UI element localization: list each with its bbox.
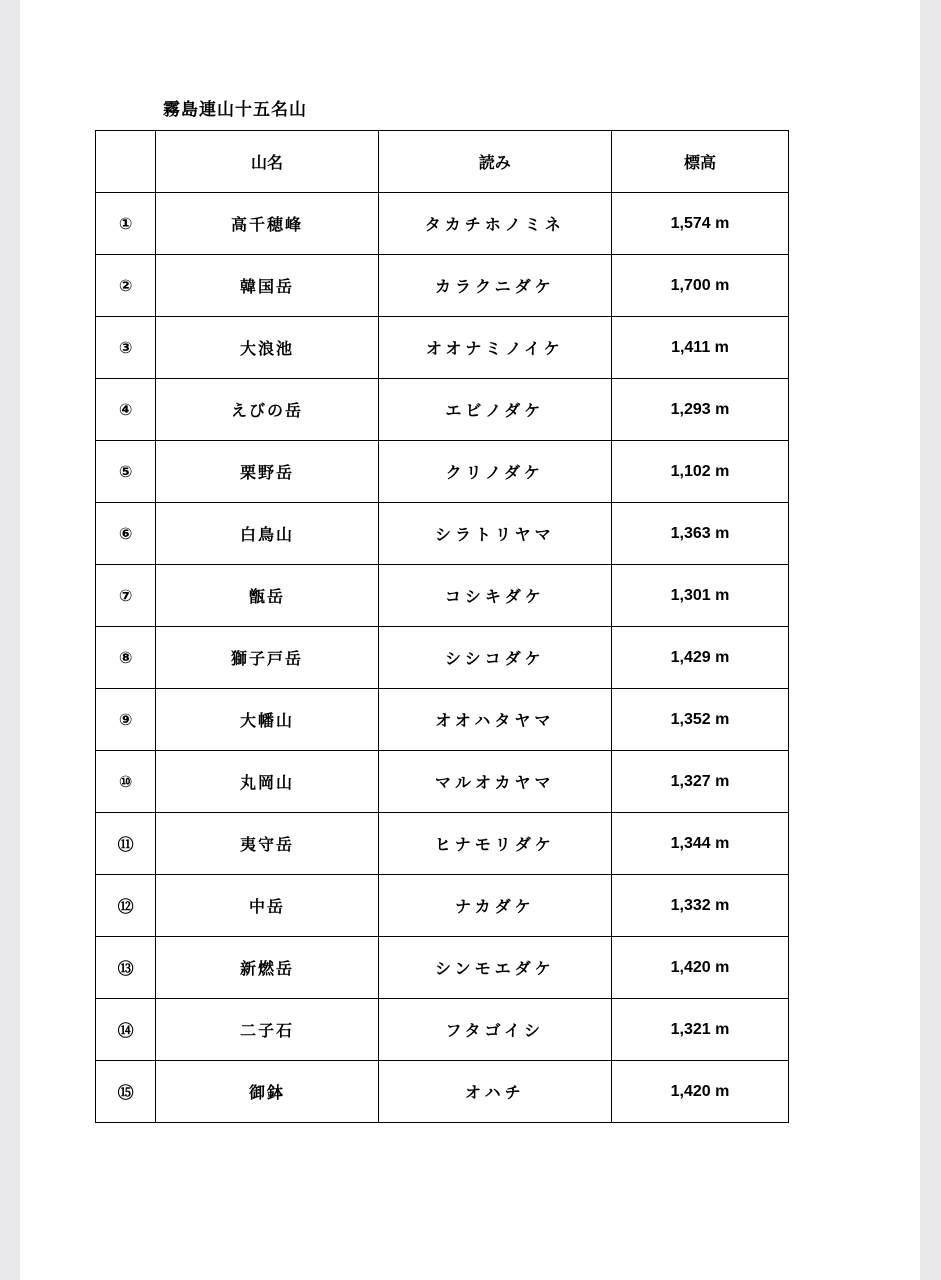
mountain-elevation: 1,420 m <box>611 937 788 999</box>
row-number: ⑮ <box>96 1061 156 1123</box>
document-page <box>20 0 920 1280</box>
row-number: ④ <box>96 379 156 441</box>
mountain-reading: フタゴイシ <box>378 999 611 1061</box>
mountain-reading: マルオカヤマ <box>378 751 611 813</box>
mountain-reading: タカチホノミネ <box>378 193 611 255</box>
mountain-name: 韓国岳 <box>156 255 378 317</box>
row-number: ⑬ <box>96 937 156 999</box>
table-row <box>96 317 789 379</box>
row-number: ② <box>96 255 156 317</box>
mountain-elevation: 1,102 m <box>611 441 788 503</box>
mountain-elevation: 1,363 m <box>611 503 788 565</box>
row-number: ⑫ <box>96 875 156 937</box>
mountain-elevation: 1,327 m <box>611 751 788 813</box>
table-row <box>96 689 789 751</box>
mountain-reading: コシキダケ <box>378 565 611 627</box>
mountain-reading: ナカダケ <box>378 875 611 937</box>
table-row <box>96 875 789 937</box>
table-row <box>96 1061 789 1123</box>
table-row <box>96 751 789 813</box>
table-body <box>96 193 789 1123</box>
mountain-reading: エビノダケ <box>378 379 611 441</box>
table-row <box>96 503 789 565</box>
table-row <box>96 255 789 317</box>
mountain-elevation: 1,344 m <box>611 813 788 875</box>
table-row <box>96 565 789 627</box>
table-row <box>96 441 789 503</box>
mountain-elevation: 1,301 m <box>611 565 788 627</box>
mountain-name: 栗野岳 <box>156 441 378 503</box>
mountain-elevation: 1,293 m <box>611 379 788 441</box>
header-elevation: 標高 <box>611 131 788 193</box>
mountain-elevation: 1,420 m <box>611 1061 788 1123</box>
row-number: ⑧ <box>96 627 156 689</box>
peaks-table <box>95 130 789 1123</box>
mountain-reading: シンモエダケ <box>378 937 611 999</box>
mountain-elevation: 1,321 m <box>611 999 788 1061</box>
mountain-reading: オハチ <box>378 1061 611 1123</box>
mountain-elevation: 1,411 m <box>611 317 788 379</box>
mountain-name: 大浪池 <box>156 317 378 379</box>
mountain-elevation: 1,352 m <box>611 689 788 751</box>
table-row <box>96 937 789 999</box>
table-row <box>96 627 789 689</box>
row-number: ⑭ <box>96 999 156 1061</box>
row-number: ⑪ <box>96 813 156 875</box>
mountain-name: 獅子戸岳 <box>156 627 378 689</box>
mountain-name: 高千穂峰 <box>156 193 378 255</box>
document-title: 霧島連山十五名山 <box>163 100 307 120</box>
mountain-elevation: 1,574 m <box>611 193 788 255</box>
row-number: ⑥ <box>96 503 156 565</box>
mountain-reading: シシコダケ <box>378 627 611 689</box>
mountain-reading: クリノダケ <box>378 441 611 503</box>
mountain-reading: シラトリヤマ <box>378 503 611 565</box>
mountain-reading: オオハタヤマ <box>378 689 611 751</box>
mountain-name: えびの岳 <box>156 379 378 441</box>
table-row <box>96 379 789 441</box>
mountain-name: 中岳 <box>156 875 378 937</box>
row-number: ① <box>96 193 156 255</box>
table-row <box>96 999 789 1061</box>
mountain-name: 白鳥山 <box>156 503 378 565</box>
table-header-row <box>96 131 789 193</box>
table-row <box>96 193 789 255</box>
mountain-reading: カラクニダケ <box>378 255 611 317</box>
mountain-name: 御鉢 <box>156 1061 378 1123</box>
header-number <box>96 131 156 193</box>
mountain-elevation: 1,429 m <box>611 627 788 689</box>
mountain-elevation: 1,700 m <box>611 255 788 317</box>
mountain-name: 甑岳 <box>156 565 378 627</box>
mountain-elevation: 1,332 m <box>611 875 788 937</box>
row-number: ③ <box>96 317 156 379</box>
mountain-name: 夷守岳 <box>156 813 378 875</box>
row-number: ⑦ <box>96 565 156 627</box>
mountain-reading: オオナミノイケ <box>378 317 611 379</box>
mountain-name: 新燃岳 <box>156 937 378 999</box>
mountain-reading: ヒナモリダケ <box>378 813 611 875</box>
mountain-name: 二子石 <box>156 999 378 1061</box>
row-number: ⑤ <box>96 441 156 503</box>
header-reading: 読み <box>378 131 611 193</box>
row-number: ⑩ <box>96 751 156 813</box>
table-row <box>96 813 789 875</box>
mountain-name: 丸岡山 <box>156 751 378 813</box>
header-mountain-name: 山名 <box>156 131 378 193</box>
mountain-name: 大幡山 <box>156 689 378 751</box>
row-number: ⑨ <box>96 689 156 751</box>
